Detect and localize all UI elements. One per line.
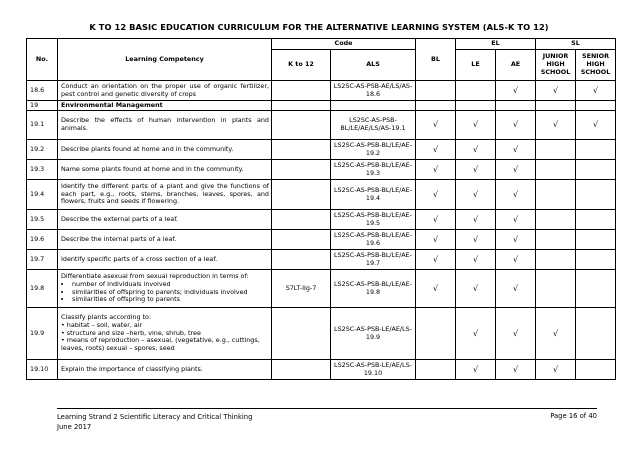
footer-date: June 2017 [57, 423, 92, 431]
row-ae-check: √ [496, 360, 536, 380]
row-bl-check: √ [416, 140, 456, 160]
row-k12-code [272, 210, 331, 230]
table-row [27, 250, 616, 270]
header-code: Code [272, 39, 416, 50]
row-jhs-check [536, 180, 576, 210]
row-number: 19.1 [27, 111, 58, 140]
row-als-code: LS2SC-AS-PSB-BL/LE/AE-19.2 [331, 140, 416, 160]
row-als-code: LS2SC-AS-PSB-BL/LE/AE-19.6 [331, 230, 416, 250]
row-competency: Describe the effects of human intervention in plants and animals. [58, 111, 272, 140]
footer-page-number: Page 16 of 40 [550, 412, 597, 420]
row-ae-check: √ [496, 111, 536, 140]
footer-divider [57, 408, 597, 409]
document-title: K TO 12 BASIC EDUCATION CURRICULUM FOR THE ALTERNATIVE LEARNING SYSTEM (ALS-K TO 12) [89, 22, 549, 32]
footer-left [57, 412, 252, 432]
table-row [27, 270, 616, 308]
header-junior-high: JUNIOR HIGH SCHOOL [536, 50, 576, 81]
section-number: 19 [27, 101, 58, 111]
row-als-code: LS2SC-AS-PSB-BL/LE/AE/LS/AS-19.1 [331, 111, 416, 140]
row-bl-check: √ [416, 230, 456, 250]
table-row [27, 180, 616, 210]
row-ae-check: √ [496, 140, 536, 160]
row-competency: Describe plants found at home and in the community. [58, 140, 272, 160]
row-competency: Describe the external parts of a leaf. [58, 210, 272, 230]
row-shs-check [576, 210, 616, 230]
row-k12-code [272, 81, 331, 101]
row-le-check: √ [456, 250, 496, 270]
competency-intro: Differentiate asexual from sexual reproduction in terms of: [61, 272, 249, 281]
header-no: No. [27, 39, 58, 81]
row-k12-code [272, 160, 331, 180]
row-number: 19.2 [27, 140, 58, 160]
row-ae-check: √ [496, 270, 536, 308]
header-als: ALS [331, 50, 416, 81]
row-competency [58, 308, 272, 360]
row-ae-check: √ [496, 160, 536, 180]
row-shs-check [576, 180, 616, 210]
section-row [27, 101, 616, 111]
table-row [27, 81, 616, 101]
competency-bullet-list [61, 281, 269, 304]
row-als-code: LS2SC-AS-PSB-BL/LE/AE-19.5 [331, 210, 416, 230]
row-number: 19.8 [27, 270, 58, 308]
header-ae: AE [496, 50, 536, 81]
row-competency: Conduct an orientation on the proper use of organic fertilizer, pest control and genetic diversity of crops [58, 81, 272, 101]
row-shs-check [576, 270, 616, 308]
row-als-code: LS2SC-AS-PSB-BL/LE/AE-19.7 [331, 250, 416, 270]
table-row [27, 308, 616, 360]
row-k12-code [272, 308, 331, 360]
row-number: 19.10 [27, 360, 58, 380]
row-jhs-check [536, 140, 576, 160]
list-item: • means of reproduction – asexual, (vegetative, e.g., cuttings, leaves, roots) sexual – spores, seed [61, 336, 260, 353]
table-row [27, 230, 616, 250]
row-k12-code [272, 140, 331, 160]
row-number: 18.6 [27, 81, 58, 101]
row-shs-check: √ [576, 111, 616, 140]
row-ae-check: √ [496, 308, 536, 360]
curriculum-table [26, 38, 616, 380]
row-le-check: √ [456, 210, 496, 230]
row-k12-code [272, 180, 331, 210]
row-k12-code [272, 111, 331, 140]
row-jhs-check: √ [536, 360, 576, 380]
row-jhs-check: √ [536, 308, 576, 360]
header-bl: BL [416, 39, 456, 81]
row-als-code: LS2SC-AS-PSB-BL/LE/AE-19.3 [331, 160, 416, 180]
table-row [27, 140, 616, 160]
row-number: 19.5 [27, 210, 58, 230]
section-title: Environmental Management [58, 101, 272, 111]
row-jhs-check [536, 210, 576, 230]
row-als-code: LS2SC-AS-PSB-LE/AE/LS-19.10 [331, 360, 416, 380]
header-k-to-12: K to 12 [272, 50, 331, 81]
row-competency: Describe the internal parts of a leaf. [58, 230, 272, 250]
footer-strand: Learning Strand 2 Scientific Literacy and Critical Thinking [57, 413, 253, 421]
row-jhs-check [536, 270, 576, 308]
table-row [27, 210, 616, 230]
row-jhs-check: √ [536, 81, 576, 101]
row-bl-check: √ [416, 160, 456, 180]
row-als-code: LS2SC-AS-PSB-BL/LE/AE-19.8 [331, 270, 416, 308]
list-item: • number of individuals involved [72, 281, 269, 289]
row-k12-code: S7LT-IIg-7 [272, 270, 331, 308]
row-ae-check: √ [496, 81, 536, 101]
row-bl-check: √ [416, 180, 456, 210]
row-ae-check: √ [496, 230, 536, 250]
row-le-check: √ [456, 140, 496, 160]
row-competency: Identify specific parts of a cross section of a leaf. [58, 250, 272, 270]
row-number: 19.4 [27, 180, 58, 210]
row-jhs-check: √ [536, 111, 576, 140]
header-le: LE [456, 50, 496, 81]
row-number: 19.7 [27, 250, 58, 270]
row-le-check: √ [456, 160, 496, 180]
row-le-check: √ [456, 270, 496, 308]
row-le-check [456, 81, 496, 101]
table-row [27, 360, 616, 380]
row-ae-check: √ [496, 210, 536, 230]
row-als-code: LS2SC-AS-PSB-LE/AE/LS-19.9 [331, 308, 416, 360]
header-sl: SL [536, 39, 616, 50]
list-item: • similarities of offspring to parents [72, 296, 269, 304]
row-le-check: √ [456, 360, 496, 380]
row-shs-check [576, 308, 616, 360]
table-row [27, 111, 616, 140]
list-item: • habitat – soil, water, air [61, 320, 143, 329]
row-bl-check: √ [416, 250, 456, 270]
competency-intro: Classify plants according to: [61, 313, 152, 322]
row-shs-check [576, 160, 616, 180]
header-el: EL [456, 39, 536, 50]
row-shs-check: √ [576, 81, 616, 101]
row-le-check: √ [456, 230, 496, 250]
row-competency [58, 270, 272, 308]
row-jhs-check [536, 160, 576, 180]
row-bl-check: √ [416, 210, 456, 230]
list-item: • structure and size –herb, vine, shrub, tree [61, 328, 201, 337]
row-k12-code [272, 360, 331, 380]
header-competency: Learning Competency [58, 39, 272, 81]
row-als-code: LS2SC-AS-PSB-BL/LE/AE-19.4 [331, 180, 416, 210]
row-jhs-check [536, 230, 576, 250]
row-k12-code [272, 250, 331, 270]
table-row [27, 160, 616, 180]
row-number: 19.6 [27, 230, 58, 250]
row-k12-code [272, 230, 331, 250]
row-shs-check [576, 250, 616, 270]
row-le-check: √ [456, 308, 496, 360]
row-competency: Name some plants found at home and in the community. [58, 160, 272, 180]
row-bl-check [416, 81, 456, 101]
row-bl-check [416, 308, 456, 360]
row-number: 19.3 [27, 160, 58, 180]
row-shs-check [576, 360, 616, 380]
row-le-check: √ [456, 111, 496, 140]
list-item: • similarities of offspring to parents; individuals involved [72, 289, 269, 297]
row-bl-check [416, 360, 456, 380]
row-shs-check [576, 230, 616, 250]
header-senior-high: SENIOR HIGH SCHOOL [576, 50, 616, 81]
row-competency: Identify the different parts of a plant and give the functions of each part, e.g., roots, stems, branches, leaves, spores, and flowers, fruits and seeds if flowering. [58, 180, 272, 210]
row-competency: Explain the importance of classifying plants. [58, 360, 272, 380]
row-jhs-check [536, 250, 576, 270]
row-bl-check: √ [416, 270, 456, 308]
row-bl-check: √ [416, 111, 456, 140]
row-als-code: LS2SC-AS-PSB-AE/LS/AS-18.6 [331, 81, 416, 101]
row-ae-check: √ [496, 250, 536, 270]
row-ae-check: √ [496, 180, 536, 210]
row-number: 19.9 [27, 308, 58, 360]
row-le-check: √ [456, 180, 496, 210]
row-shs-check [576, 140, 616, 160]
